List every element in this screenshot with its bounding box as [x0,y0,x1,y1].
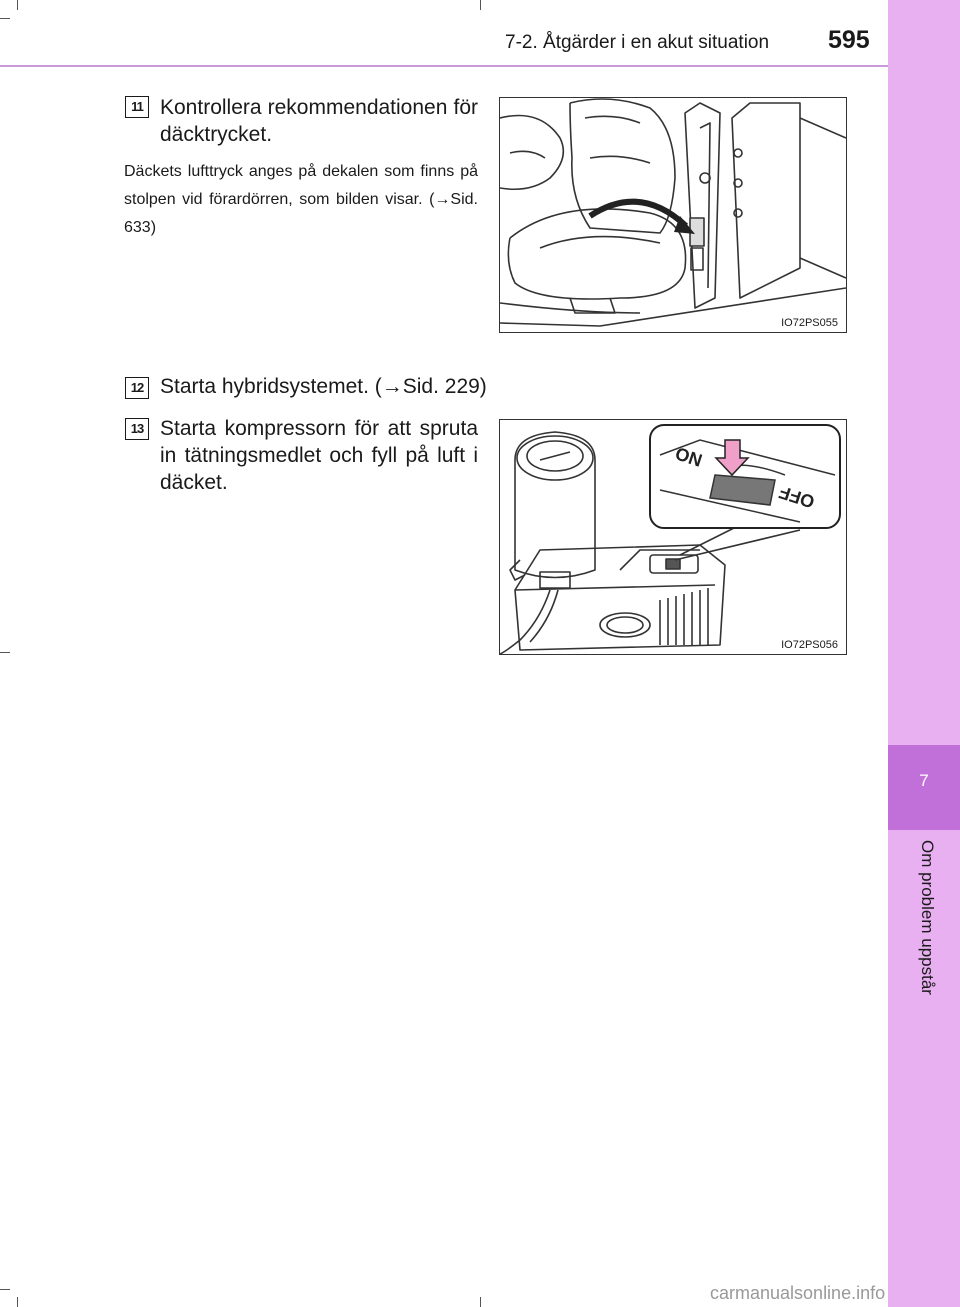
door-pillar-illustration [499,97,847,333]
step-number-11: 11 [125,96,149,118]
crop-mark [17,1297,18,1307]
chapter-title: Om problem uppstår [918,840,937,995]
figure-code: IO72PS055 [781,317,838,329]
page-number: 595 [828,26,870,54]
crop-mark [0,18,10,19]
tire-pressure-note: Däckets lufttryck anges på dekalen som finns på stolpen vid förardörren, som bilden visar. (→Sid. 633) [124,163,478,236]
crop-mark [0,1289,10,1290]
chapter-tab[interactable] [888,745,960,830]
watermark: carmanualsonline.info [710,1283,886,1303]
on-label: ON [672,443,705,471]
compressor-drawing [500,420,846,654]
header-divider [0,65,888,67]
door-pillar-drawing [500,98,846,332]
step-number-12: 12 [125,377,149,399]
chapter-number: 7 [919,771,929,790]
crop-mark [17,0,18,10]
crop-mark [480,1297,481,1307]
step-text-12: Starta hybridsystemet. (→Sid. 229) [160,375,487,398]
crop-mark [480,0,481,10]
compressor-illustration [499,419,847,655]
step-text-13: Starta kompressorn för att spruta in tätningsmedlet och fyll på luft i däcket. [160,417,478,494]
off-label: OFF [776,481,818,513]
side-tab-bar [888,0,960,1307]
figure-code: IO72PS056 [781,639,838,651]
step-number-13: 13 [125,418,149,440]
crop-mark [0,652,10,653]
section-title: 7-2. Åtgärder i en akut situation [505,32,770,53]
step-text-11: Kontrollera rekommendationen för däcktrycket. [160,96,478,146]
